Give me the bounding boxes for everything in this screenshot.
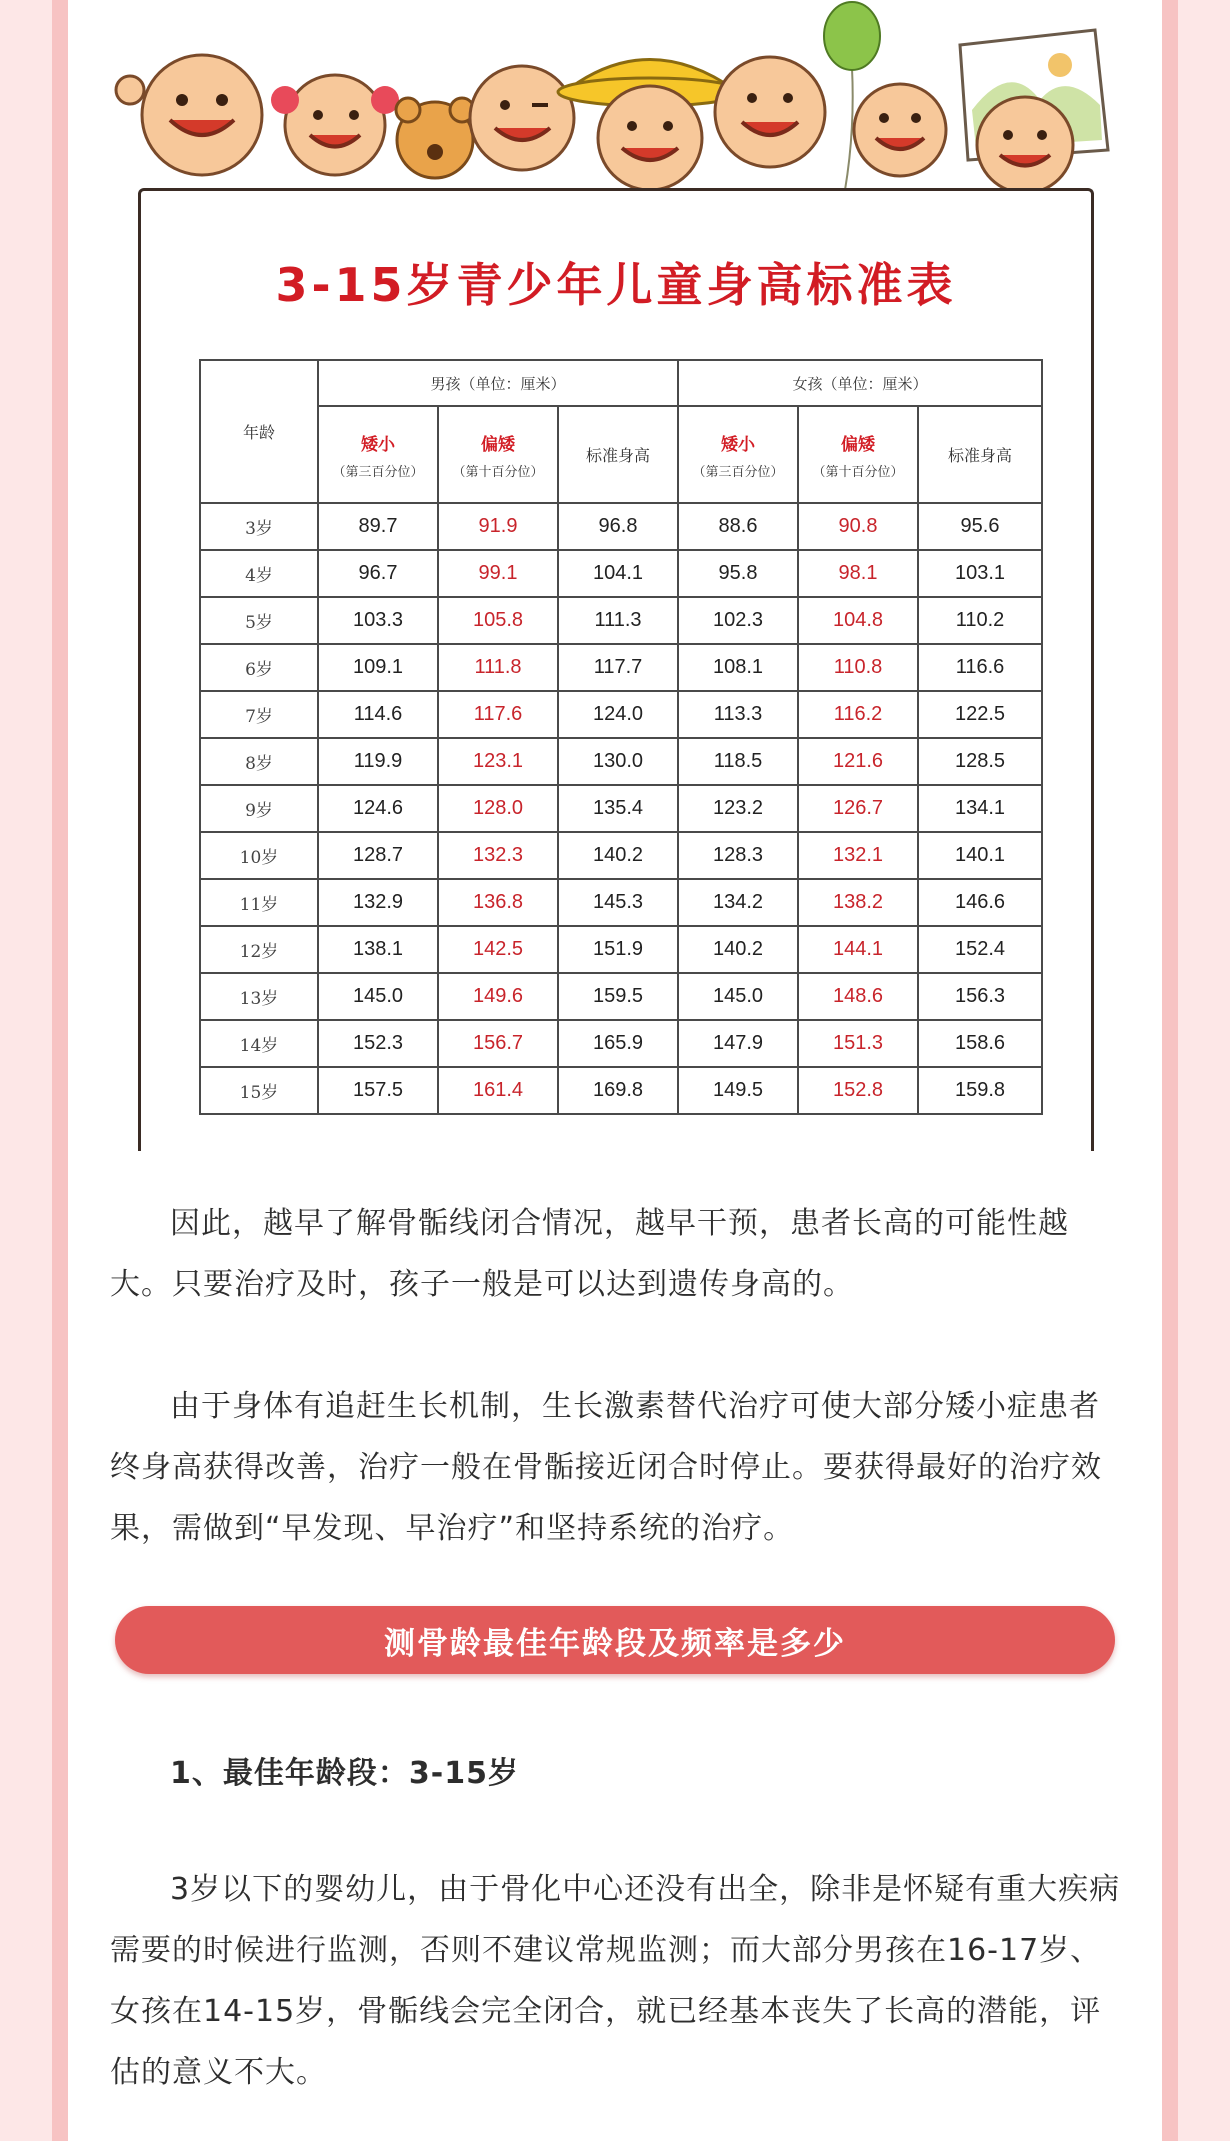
height-cell: 98.1 (798, 550, 918, 597)
height-cell: 144.1 (798, 926, 918, 973)
height-cell: 142.5 (438, 926, 558, 973)
height-cell: 132.3 (438, 832, 558, 879)
height-cell: 128.7 (318, 832, 438, 879)
height-cell: 96.7 (318, 550, 438, 597)
age-cell: 5岁 (200, 597, 318, 644)
height-cell: 103.1 (918, 550, 1042, 597)
age-cell: 10岁 (200, 832, 318, 879)
height-cell: 156.7 (438, 1020, 558, 1067)
height-cell: 165.9 (558, 1020, 678, 1067)
boys-lowish-header: 偏矮 （第十百分位） (438, 406, 558, 503)
height-cell: 140.2 (558, 832, 678, 879)
height-cell: 132.9 (318, 879, 438, 926)
age-cell: 11岁 (200, 879, 318, 926)
height-cell: 156.3 (918, 973, 1042, 1020)
age-cell: 12岁 (200, 926, 318, 973)
height-cell: 126.7 (798, 785, 918, 832)
height-cell: 138.2 (798, 879, 918, 926)
height-cell: 103.3 (318, 597, 438, 644)
table-row (200, 926, 1042, 973)
kid-1 (116, 55, 262, 175)
pink-rule-left (52, 0, 68, 2141)
table-row (200, 832, 1042, 879)
height-cell: 117.7 (558, 644, 678, 691)
height-cell: 109.1 (318, 644, 438, 691)
height-cell: 146.6 (918, 879, 1042, 926)
table-row (200, 738, 1042, 785)
table-row (200, 785, 1042, 832)
height-cell: 159.5 (558, 973, 678, 1020)
height-cell: 121.6 (798, 738, 918, 785)
table-row (200, 973, 1042, 1020)
page-margin-left (0, 0, 52, 2141)
kid-3 (470, 66, 574, 170)
height-cell: 134.1 (918, 785, 1042, 832)
height-cell: 111.3 (558, 597, 678, 644)
height-cell: 132.1 (798, 832, 918, 879)
age-cell: 3岁 (200, 503, 318, 550)
kid-2 (271, 75, 399, 175)
height-cell: 102.3 (678, 597, 798, 644)
height-cell: 145.3 (558, 879, 678, 926)
height-cell: 130.0 (558, 738, 678, 785)
height-cell: 152.3 (318, 1020, 438, 1067)
kid-5 (715, 57, 825, 167)
table-row (200, 691, 1042, 738)
age-cell: 7岁 (200, 691, 318, 738)
paragraph-early-intervention: 因此，越早了解骨骺线闭合情况，越早干预，患者长高的可能性越大。只要治疗及时，孩子一般是可以达到遗传身高的。 (110, 1206, 1069, 1302)
age-cell: 8岁 (200, 738, 318, 785)
height-cell: 148.6 (798, 973, 918, 1020)
paragraph-age-explanation: 3岁以下的婴幼儿，由于骨化中心还没有出全，除非是怀疑有重大疾病需要的时候进行监测，否则不建议常规监测；而大部分男孩在16-17岁、女孩在14-15岁，骨骺线会完全闭合，就已经基本丧失了长高的潜能，评估的意义不大。 (110, 1872, 1121, 2090)
height-cell: 95.8 (678, 550, 798, 597)
height-cell: 161.4 (438, 1067, 558, 1114)
girls-lowish-header: 偏矮 （第十百分位） (798, 406, 918, 503)
height-cell: 136.8 (438, 879, 558, 926)
kid-7 (977, 97, 1073, 193)
height-cell: 169.8 (558, 1067, 678, 1114)
height-cell: 151.3 (798, 1020, 918, 1067)
height-cell: 128.3 (678, 832, 798, 879)
height-cell: 140.1 (918, 832, 1042, 879)
height-cell: 152.8 (798, 1067, 918, 1114)
age-cell: 6岁 (200, 644, 318, 691)
height-cell: 108.1 (678, 644, 798, 691)
height-cell: 114.6 (318, 691, 438, 738)
height-cell: 119.9 (318, 738, 438, 785)
height-cell: 123.2 (678, 785, 798, 832)
height-cell: 113.3 (678, 691, 798, 738)
chart-board (138, 188, 1094, 1151)
height-cell: 96.8 (558, 503, 678, 550)
height-cell: 145.0 (678, 973, 798, 1020)
height-cell: 88.6 (678, 503, 798, 550)
age-cell: 14岁 (200, 1020, 318, 1067)
height-cell: 128.5 (918, 738, 1042, 785)
age-cell: 15岁 (200, 1067, 318, 1114)
height-cell: 128.0 (438, 785, 558, 832)
height-cell: 157.5 (318, 1067, 438, 1114)
girls-standard-header: 标准身高 (918, 406, 1042, 503)
girls-group-header: 女孩（单位：厘米） (678, 360, 1042, 406)
height-cell: 117.6 (438, 691, 558, 738)
cartoon-kids-illustration (110, 0, 1120, 200)
page-margin-right (1178, 0, 1230, 2141)
height-cell: 149.6 (438, 973, 558, 1020)
height-cell: 99.1 (438, 550, 558, 597)
height-cell: 118.5 (678, 738, 798, 785)
height-cell: 158.6 (918, 1020, 1042, 1067)
height-cell: 149.5 (678, 1067, 798, 1114)
height-standard-table (199, 359, 1043, 1115)
height-cell: 110.8 (798, 644, 918, 691)
height-cell: 89.7 (318, 503, 438, 550)
table-row (200, 879, 1042, 926)
height-cell: 111.8 (438, 644, 558, 691)
kid-4 (558, 59, 742, 190)
age-cell: 13岁 (200, 973, 318, 1020)
boys-short-header: 矮小 （第三百分位） (318, 406, 438, 503)
height-cell: 110.2 (918, 597, 1042, 644)
height-cell: 151.9 (558, 926, 678, 973)
boys-group-header: 男孩（单位：厘米） (318, 360, 678, 406)
poster-title: 3-15岁青少年儿童身高标准表 (275, 258, 957, 312)
age-cell: 9岁 (200, 785, 318, 832)
height-cell: 122.5 (918, 691, 1042, 738)
height-cell: 116.6 (918, 644, 1042, 691)
table-row (200, 644, 1042, 691)
age-column-header: 年龄 (200, 360, 318, 503)
height-cell: 91.9 (438, 503, 558, 550)
height-cell: 124.6 (318, 785, 438, 832)
paragraph-growth-hormone: 由于身体有追赶生长机制，生长激素替代治疗可使大部分矮小症患者终身高获得改善，治疗一般在骨骺接近闭合时停止。要获得最好的治疗效果，需做到“早发现、早治疗”和坚持系统的治疗。 (110, 1389, 1102, 1546)
height-cell: 138.1 (318, 926, 438, 973)
height-cell: 124.0 (558, 691, 678, 738)
height-cell: 104.1 (558, 550, 678, 597)
kid-6 (854, 84, 946, 176)
table-row (200, 597, 1042, 644)
table-row (200, 503, 1042, 550)
height-cell: 104.8 (798, 597, 918, 644)
height-cell: 147.9 (678, 1020, 798, 1067)
boys-standard-header: 标准身高 (558, 406, 678, 503)
height-cell: 145.0 (318, 973, 438, 1020)
table-row (200, 1020, 1042, 1067)
subheading-best-age: 1、最佳年龄段：3-15岁 (170, 1756, 519, 1791)
pink-rule-right (1162, 0, 1178, 2141)
height-cell: 135.4 (558, 785, 678, 832)
height-cell: 116.2 (798, 691, 918, 738)
table-row (200, 550, 1042, 597)
height-cell: 159.8 (918, 1067, 1042, 1114)
height-chart-poster (110, 0, 1120, 1148)
table-row (200, 1067, 1042, 1114)
height-cell: 134.2 (678, 879, 798, 926)
height-cell: 105.8 (438, 597, 558, 644)
teddy-bear (396, 98, 474, 178)
height-cell: 123.1 (438, 738, 558, 785)
height-cell: 90.8 (798, 503, 918, 550)
age-cell: 4岁 (200, 550, 318, 597)
height-cell: 95.6 (918, 503, 1042, 550)
section-banner: 测骨龄最佳年龄段及频率是多少 (115, 1606, 1115, 1674)
girls-short-header: 矮小 （第三百分位） (678, 406, 798, 503)
height-cell: 152.4 (918, 926, 1042, 973)
height-cell: 140.2 (678, 926, 798, 973)
